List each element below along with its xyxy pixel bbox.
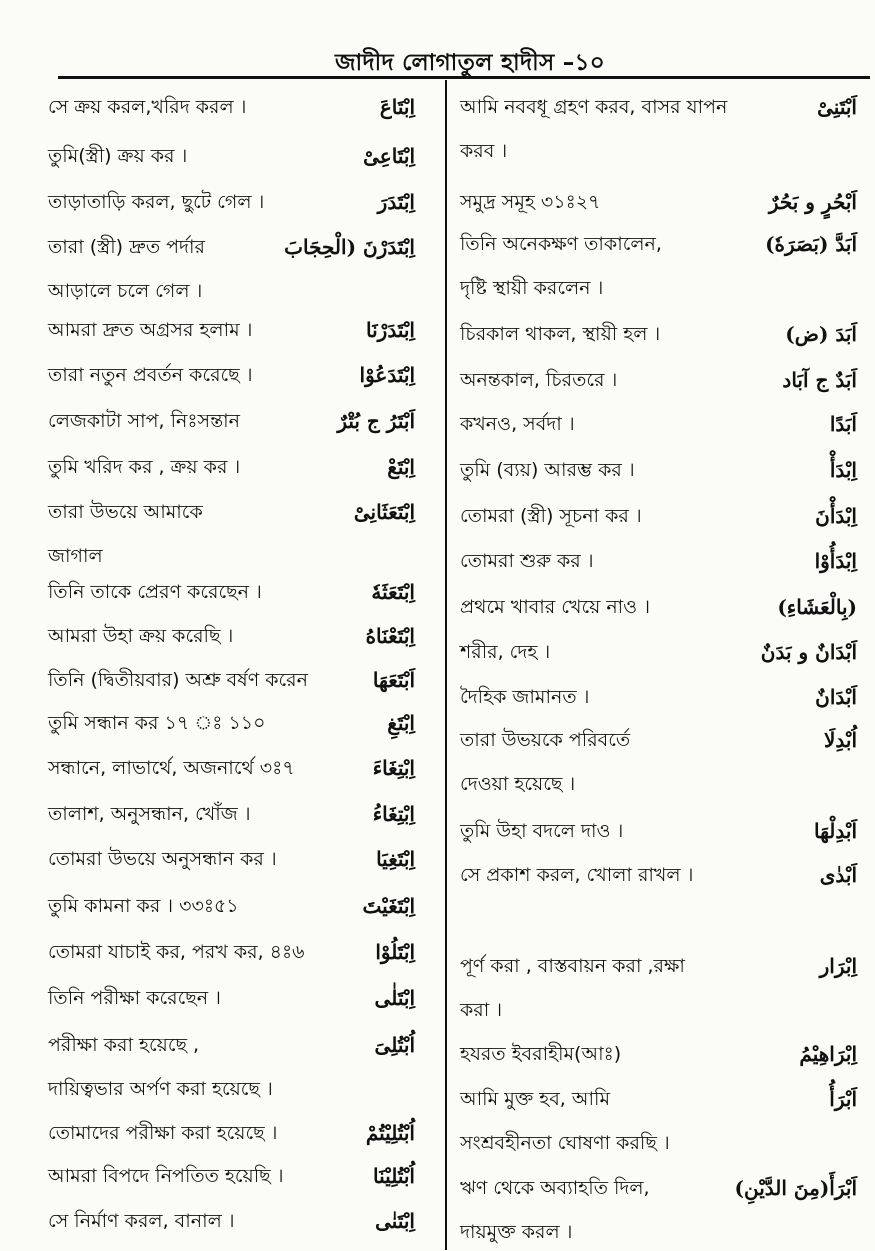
- bengali-meaning: দেওয়া হয়েছে ।: [460, 773, 576, 795]
- bengali-meaning: তুমি উহা বদলে দাও ।: [460, 820, 624, 842]
- arabic-headword: اِبْتَدَرْنَ (الْحِجَابَ: [284, 235, 415, 259]
- bengali-meaning: আমরা বিপদে নিপতিত হয়েছি ।: [48, 1165, 284, 1187]
- bengali-meaning: জাগাল: [48, 545, 103, 567]
- arabic-headword: اِبْتَعْ: [387, 455, 415, 479]
- header-rule: [58, 76, 870, 79]
- bengali-meaning: অনন্তকাল, চিরতরে ।: [460, 369, 618, 391]
- bengali-meaning: দৃষ্টি স্থায়ী করলেন ।: [460, 277, 604, 299]
- arabic-headword: اُبْتُلِيْنَا: [373, 1164, 415, 1188]
- bengali-meaning: পরীক্ষা করা হয়েছে ,: [48, 1034, 200, 1056]
- arabic-headword: اِبْتِغَاءَ: [372, 756, 415, 780]
- bengali-meaning: তুমি খরিদ কর , ক্রয় কর ।: [48, 456, 241, 478]
- bengali-meaning: তাড়াতাড়ি করল, ছুটে গেল ।: [48, 191, 265, 213]
- bengali-meaning: তুমি কামনা কর । ৩৩ঃ৫১: [48, 895, 239, 917]
- arabic-headword: اِبْتَدَرْنَا: [366, 318, 415, 342]
- bengali-meaning: তুমি সন্ধান কর ১৭ ঃ ১১০: [48, 712, 266, 734]
- arabic-headword: اِبْتَعْنَاهُ: [365, 624, 415, 648]
- arabic-headword: اَبْرَأَ(مِنَ الدَّيْنِ): [734, 1176, 857, 1200]
- bengali-meaning: তোমরা যাচাই কর, পরখ কর, ৪ঃ৬: [48, 941, 305, 963]
- bengali-meaning: তারা (স্ত্রী) দ্রুত পর্দার: [48, 236, 205, 258]
- bengali-meaning: তারা উভয়ে আমাকে: [48, 501, 203, 523]
- page-header: জাদীদ লোগাতুল হাদীস –১০: [334, 50, 606, 76]
- bengali-meaning: তারা উভয়কে পরিবর্তে: [460, 729, 631, 751]
- arabic-headword: اَبْرَأُ: [829, 1087, 857, 1111]
- arabic-headword: اَبْدِلْهَا: [813, 819, 857, 843]
- bengali-meaning: তিনি তাকে প্রেরণ করেছেন ।: [48, 581, 262, 603]
- bengali-meaning: দৈহিক জামানত ।: [460, 686, 590, 708]
- arabic-headword: اَبْتَعَهَا: [372, 668, 415, 692]
- bengali-meaning: সে প্রকাশ করল, খোলা রাখল ।: [460, 864, 694, 886]
- bengali-meaning: প্রথমে খাবার খেয়ে নাও ।: [460, 596, 650, 618]
- arabic-headword: اِبْتَنٰی: [375, 1209, 415, 1233]
- bengali-meaning: সমুদ্র সমূহ ৩১ঃ২৭: [460, 191, 601, 213]
- bengali-meaning: সে ক্রয় করল,খরিদ করল ।: [48, 96, 247, 118]
- arabic-headword: اِبْتَعَثَهٗ: [371, 580, 415, 604]
- arabic-headword: اَبَدَّ (بَصَرَهٗ): [765, 232, 857, 256]
- arabic-headword: (بِالْعَشَاءِ): [777, 595, 857, 619]
- arabic-headword: اَبْتَرُ ج بُتْرٌ: [337, 409, 415, 433]
- arabic-headword: اِبْتَاعَ: [379, 95, 415, 119]
- bengali-meaning: তিনি পরীক্ষা করেছেন ।: [48, 987, 221, 1009]
- arabic-headword: اِبْدَأْنَ: [815, 504, 857, 528]
- arabic-headword: اِبْتَغِيَا: [376, 847, 415, 871]
- bengali-meaning: দায়মুক্ত করল ।: [460, 1221, 573, 1243]
- arabic-headword: اِبْتَلٰی: [374, 986, 415, 1010]
- bengali-meaning: তোমরা শুরু কর ।: [460, 550, 594, 572]
- arabic-headword: اَبْتَنِیْ: [817, 95, 857, 119]
- bengali-meaning: তিনি অনেকক্ষণ তাকালেন,: [460, 233, 662, 255]
- column-divider: [445, 80, 447, 1250]
- arabic-headword: اِبْتَدَعُوْا: [359, 363, 415, 387]
- bengali-meaning: আমি নববধূ গ্রহণ করব, বাসর যাপন: [460, 96, 728, 118]
- bengali-meaning: সে নির্মাণ করল, বানাল ।: [48, 1210, 235, 1232]
- bengali-meaning: ঋণ থেকে অব্যাহতি দিল,: [460, 1177, 650, 1199]
- bengali-meaning: কখনও, সর্বদা ।: [460, 413, 575, 435]
- bengali-meaning: আমরা দ্রুত অগ্রসর হলাম ।: [48, 319, 253, 341]
- bengali-meaning: দায়িত্বভার অর্পণ করা হয়েছে ।: [48, 1078, 273, 1100]
- bengali-meaning: আমি মুক্ত হব, আমি: [460, 1088, 611, 1110]
- bengali-meaning: চিরকাল থাকল, স্থায়ী হল ।: [460, 323, 661, 345]
- bengali-meaning: সন্ধানে, লাভার্থে, অজনার্থে ৩ঃ৭: [48, 757, 295, 779]
- bengali-meaning: শরীর, দেহ ।: [460, 641, 551, 663]
- arabic-headword: اَبْدَانٌ و بَدَنٌ: [760, 640, 857, 664]
- bengali-meaning: তালাশ, অনুসন্ধান, খোঁজ ।: [48, 803, 251, 825]
- bengali-meaning: তোমরা (স্ত্রী) সূচনা কর ।: [460, 505, 642, 527]
- arabic-headword: اِبْتَعَثَانِیْ: [353, 500, 415, 524]
- arabic-headword: اَبْدَانٌ: [815, 685, 857, 709]
- bengali-meaning: হযরত ইবরাহীম(আঃ): [460, 1043, 622, 1065]
- arabic-headword: اُبْتُلِيْتُمْ: [365, 1121, 415, 1145]
- arabic-headword: اِبْدَأْ: [829, 458, 857, 482]
- arabic-headword: اِبْدَأُوْا: [814, 549, 857, 573]
- arabic-headword: اِبْتَغَيْتَ: [362, 894, 415, 918]
- bengali-meaning: সংশ্রবহীনতা ঘোষণা করছি ।: [460, 1132, 670, 1154]
- arabic-headword: اَبَدٌ ج آبَاد: [782, 368, 857, 392]
- arabic-headword: اِبْتِغَاءُ: [372, 802, 415, 826]
- bengali-meaning: পূর্ণ করা , বাস্তবায়ন করা ,রক্ষা: [460, 955, 685, 977]
- arabic-headword: اَبَدًا: [829, 412, 857, 436]
- arabic-headword: اِبْتَغِ: [387, 711, 415, 735]
- bengali-meaning: করা ।: [460, 999, 503, 1021]
- bengali-meaning: তোমাদের পরীক্ষা করা হয়েছে ।: [48, 1122, 278, 1144]
- arabic-headword: اَبَدَ (ض): [785, 322, 857, 346]
- arabic-headword: اِبْتَدَرَ: [377, 190, 415, 214]
- arabic-headword: اُبْدِلَا: [823, 728, 857, 752]
- arabic-headword: اِبْرَار: [819, 954, 857, 978]
- bengali-meaning: তোমরা উভয়ে অনুসন্ধান কর ।: [48, 848, 277, 870]
- bengali-meaning: তিনি (দ্বিতীয়বার) অশ্রু বর্ষণ করেন: [48, 669, 308, 691]
- bengali-meaning: তুমি(স্ত্রী) ক্রয় কর ।: [48, 145, 188, 167]
- arabic-headword: اُبْتُلِیَ: [374, 1033, 415, 1057]
- bengali-meaning: তারা নতুন প্রবর্তন করেছে ।: [48, 364, 253, 386]
- bengali-meaning: করব ।: [460, 140, 508, 162]
- arabic-headword: اِبْتَاعِیْ: [363, 144, 415, 168]
- bengali-meaning: তুমি (ব্যয়) আরম্ভ কর ।: [460, 459, 635, 481]
- arabic-headword: اِبْرَاهِيْمُ: [799, 1042, 857, 1066]
- bengali-meaning: আড়ালে চলে গেল ।: [48, 280, 203, 302]
- bengali-meaning: লেজকাটা সাপ, নিঃসন্তান: [48, 410, 241, 432]
- bengali-meaning: আমরা উহা ক্রয় করেছি ।: [48, 625, 234, 647]
- arabic-headword: اَبْحُرٍ و بَحُرٌ: [768, 190, 857, 214]
- arabic-headword: اِبْتَلُوْا: [375, 940, 415, 964]
- arabic-headword: اَبْدٰی: [819, 863, 857, 887]
